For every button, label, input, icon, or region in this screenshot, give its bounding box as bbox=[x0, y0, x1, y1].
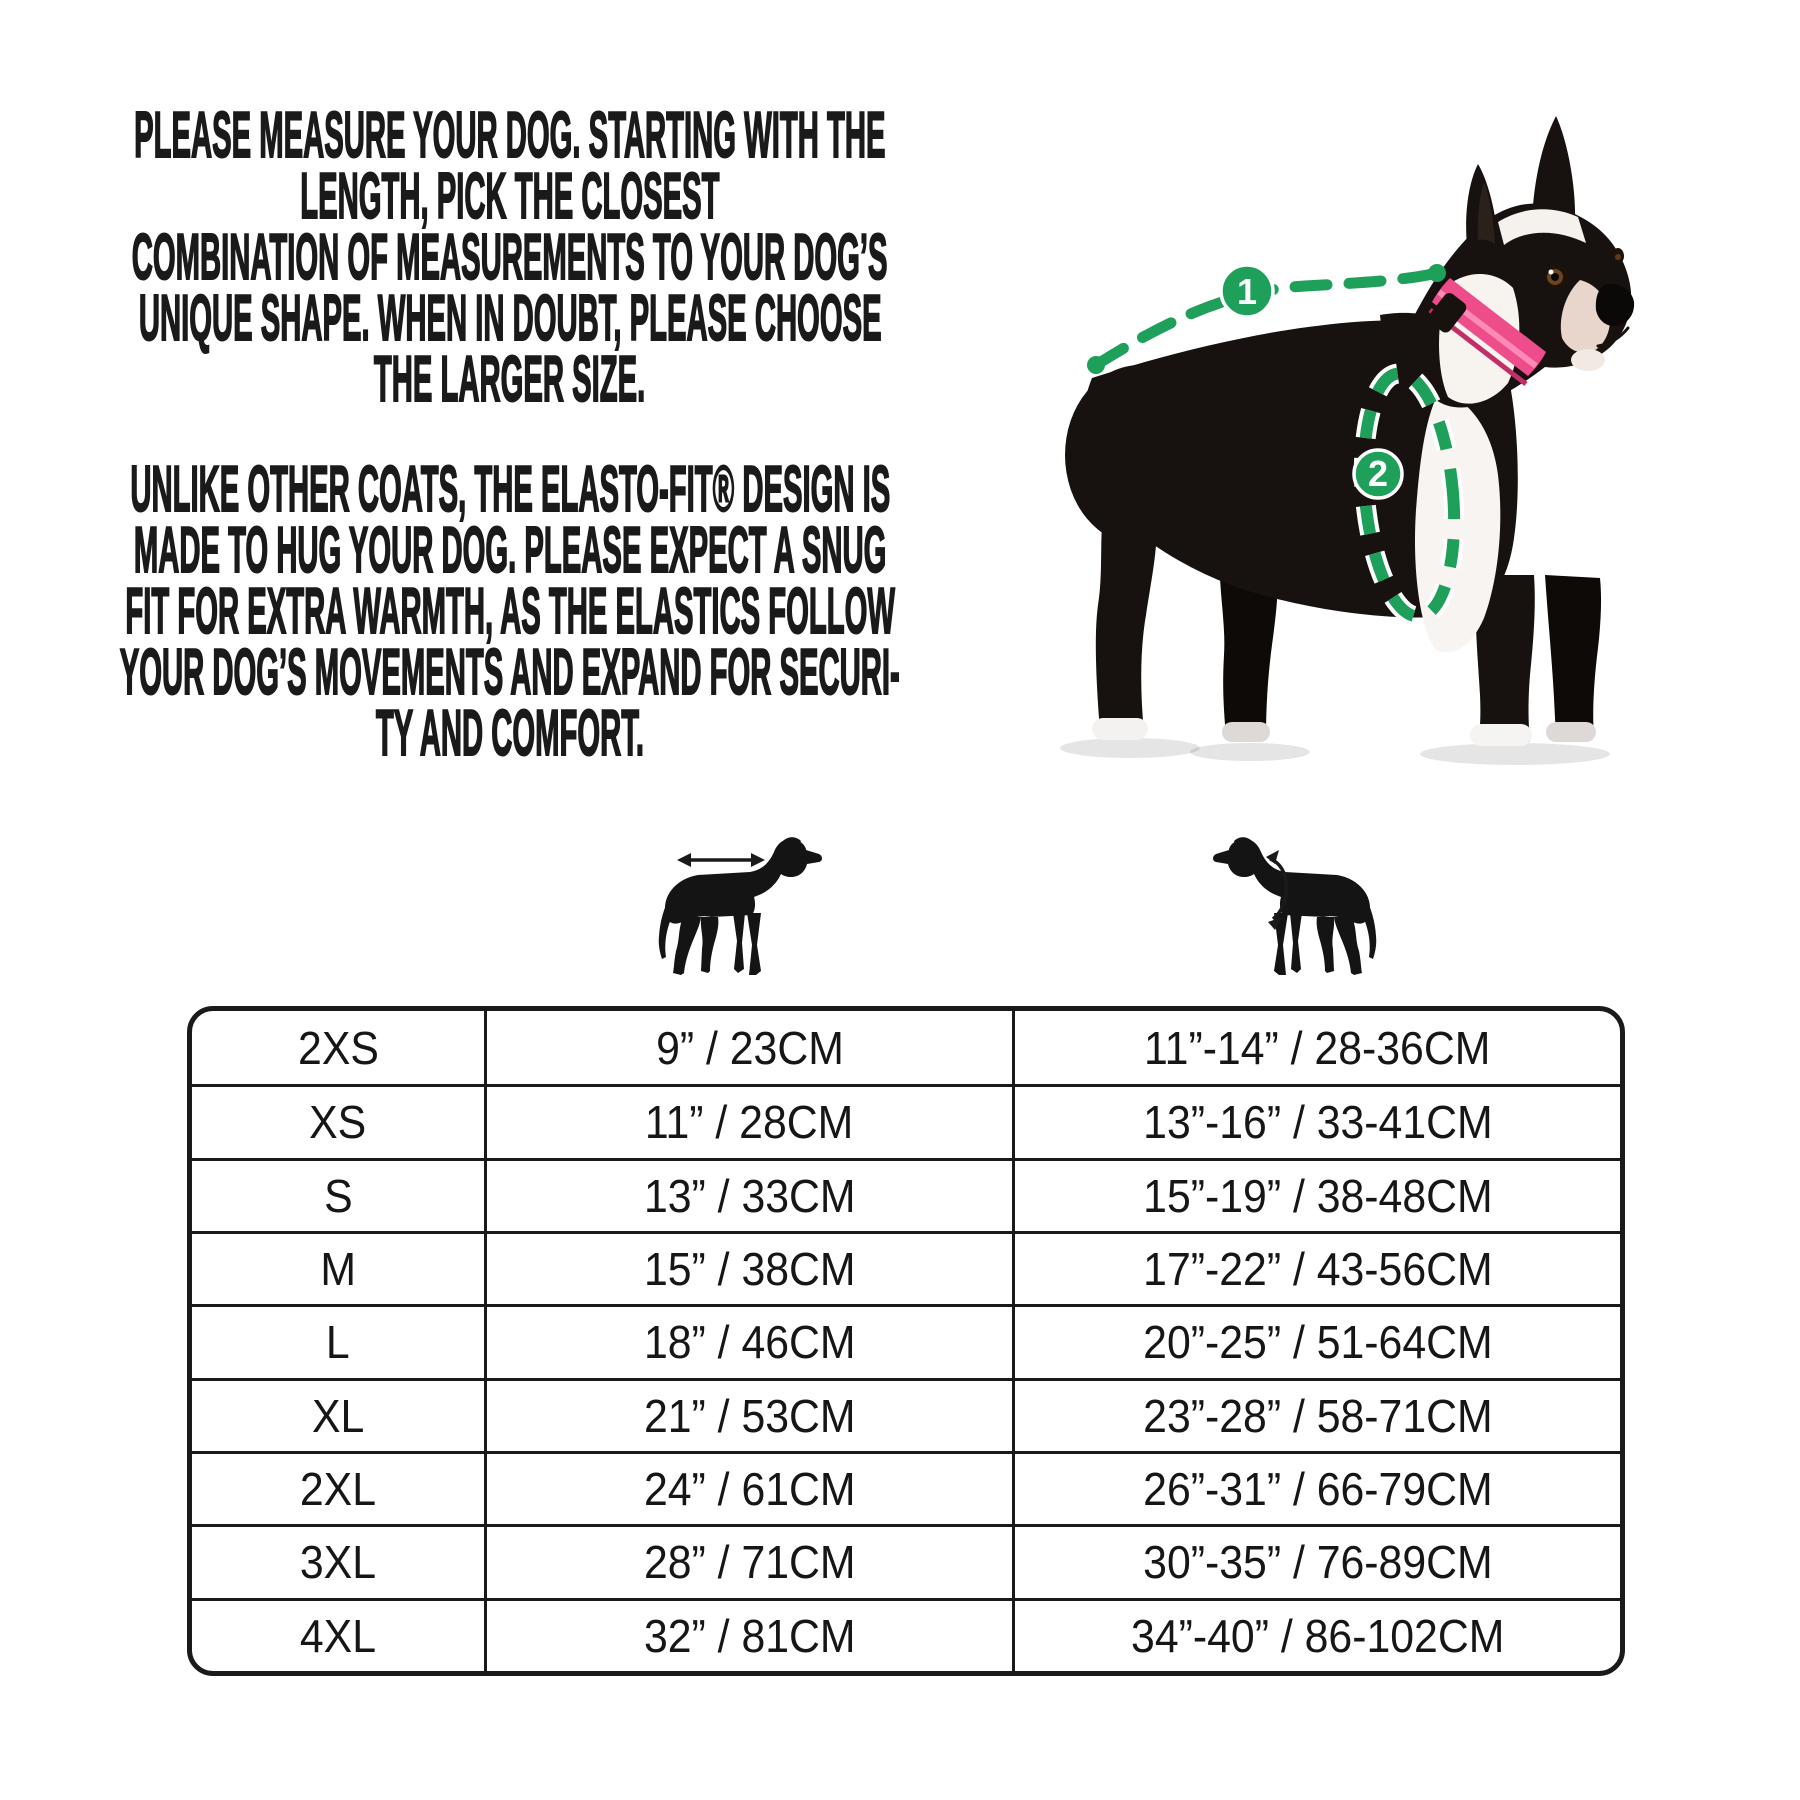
dog-near-rear-paw bbox=[1092, 718, 1148, 740]
cell-size: L bbox=[326, 1316, 350, 1369]
cell-length: 9” / 23CM bbox=[484, 1011, 1012, 1084]
svg-text:2: 2 bbox=[1367, 453, 1389, 494]
fit-note-line: FIT FOR EXTRA WARMTH, AS THE ELASTICS FOLLOW bbox=[125, 574, 895, 647]
table-row bbox=[192, 1084, 1620, 1157]
dog-eye-far bbox=[1612, 248, 1624, 264]
girth-diagram-icon bbox=[1200, 833, 1380, 979]
measure-line-end-dot bbox=[1428, 264, 1446, 282]
measure-point-1-badge bbox=[1221, 265, 1273, 317]
intro-line: THE LARGER SIZE. bbox=[374, 342, 646, 415]
table-row bbox=[192, 1011, 1620, 1084]
cell-girth: 26”-31” / 66-79CM bbox=[1012, 1454, 1620, 1524]
length-arrow-icon bbox=[677, 853, 765, 867]
dog-photo-illustration bbox=[1040, 70, 1800, 770]
cell-size: 2XL bbox=[299, 1463, 377, 1516]
length-diagram-icon bbox=[655, 833, 835, 979]
svg-text:1: 1 bbox=[1236, 271, 1258, 312]
cell-girth: 23”-28” / 58-71CM bbox=[1012, 1381, 1620, 1451]
cell-girth: 15”-19” / 38-48CM bbox=[1012, 1161, 1620, 1231]
cell-girth: 34”-40” / 86-102CM bbox=[1012, 1601, 1620, 1671]
table-row bbox=[192, 1451, 1620, 1524]
dog-photo-figure bbox=[1040, 70, 1800, 770]
cell-size: M bbox=[320, 1243, 356, 1296]
fit-note-text bbox=[10, 452, 1010, 769]
cell-size: XL bbox=[311, 1389, 365, 1442]
dog-silhouette-left bbox=[1213, 837, 1376, 975]
intro-line: PLEASE MEASURE YOUR DOG. STARTING WITH THE bbox=[134, 98, 886, 171]
cell-girth: 30”-35” / 76-89CM bbox=[1012, 1527, 1620, 1597]
size-table bbox=[187, 1006, 1625, 1676]
cell-length: 11” / 28CM bbox=[484, 1087, 1012, 1157]
cell-size: S bbox=[323, 1169, 353, 1222]
cell-length: 32” / 81CM bbox=[484, 1601, 1012, 1671]
fit-note-line: UNLIKE OTHER COATS, THE ELASTO-FIT® DESIGN IS bbox=[130, 452, 890, 525]
intro-text bbox=[10, 98, 1010, 415]
cell-girth: 13”-16” / 33-41CM bbox=[1012, 1087, 1620, 1157]
fit-note-line: TY AND COMFORT. bbox=[375, 696, 645, 769]
table-row bbox=[192, 1304, 1620, 1377]
table-row bbox=[192, 1598, 1620, 1671]
table-row bbox=[192, 1524, 1620, 1597]
dog-ear-far bbox=[1532, 116, 1575, 220]
dog-far-rear-paw bbox=[1222, 722, 1270, 742]
cell-length: 28” / 71CM bbox=[484, 1527, 1012, 1597]
cell-size: 4XL bbox=[299, 1609, 377, 1662]
cell-length: 24” / 61CM bbox=[484, 1454, 1012, 1524]
measure-point-2-badge bbox=[1354, 450, 1402, 498]
table-row bbox=[192, 1378, 1620, 1451]
cell-size: 2XS bbox=[297, 1021, 379, 1074]
cell-length: 18” / 46CM bbox=[484, 1307, 1012, 1377]
cell-size: 3XL bbox=[299, 1536, 377, 1589]
fit-note-line: MADE TO HUG YOUR DOG. PLEASE EXPECT A SNUG bbox=[133, 513, 887, 586]
dog-chin bbox=[1571, 349, 1605, 371]
intro-line: LENGTH, PICK THE CLOSEST bbox=[300, 159, 720, 232]
cell-length: 15” / 38CM bbox=[484, 1234, 1012, 1304]
cell-length: 21” / 53CM bbox=[484, 1381, 1012, 1451]
cell-girth: 11”-14” / 28-36CM bbox=[1012, 1011, 1620, 1084]
fit-note-line: YOUR DOG’S MOVEMENTS AND EXPAND FOR SECURI- bbox=[119, 635, 901, 708]
cell-girth: 17”-22” / 43-56CM bbox=[1012, 1234, 1620, 1304]
intro-line: UNIQUE SHAPE. WHEN IN DOUBT, PLEASE CHOOSE bbox=[138, 281, 882, 354]
intro-line: COMBINATION OF MEASUREMENTS TO YOUR DOG’S bbox=[132, 220, 888, 293]
cell-girth: 20”-25” / 51-64CM bbox=[1012, 1307, 1620, 1377]
table-row bbox=[192, 1158, 1620, 1231]
dog-far-front-paw bbox=[1546, 722, 1596, 742]
measure-line-start-dot bbox=[1087, 356, 1105, 374]
cell-size: XS bbox=[309, 1096, 367, 1149]
dog-near-front-paw bbox=[1470, 724, 1532, 746]
table-row bbox=[192, 1231, 1620, 1304]
dog-eye-near bbox=[1544, 264, 1570, 288]
cell-length: 13” / 33CM bbox=[484, 1161, 1012, 1231]
